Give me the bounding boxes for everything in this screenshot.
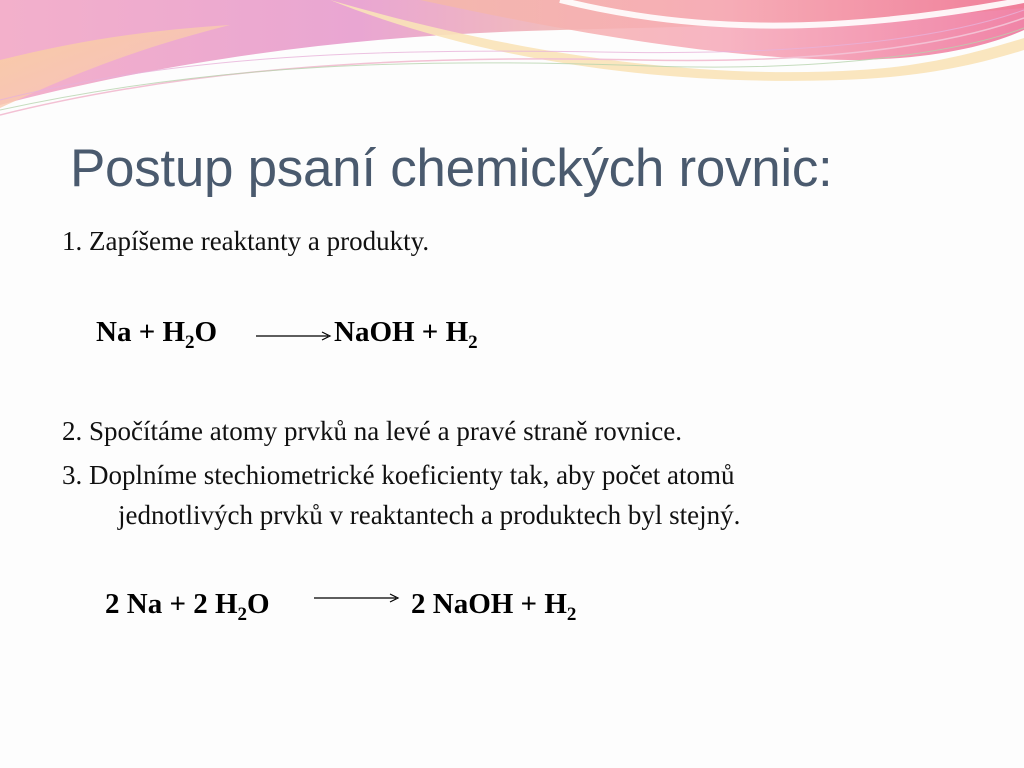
step-1: 1. Zapíšeme reaktanty a produkty. bbox=[62, 226, 430, 256]
reaction-arrow-icon bbox=[256, 330, 334, 342]
equation-2-left-text-end: O bbox=[247, 588, 270, 620]
equation-1-reactants bbox=[96, 316, 218, 353]
equation-2-right-subscript: 2 bbox=[566, 604, 577, 625]
equation-1-left-text-end: O bbox=[194, 316, 218, 348]
equation-2-left-subscript: 2 bbox=[237, 604, 248, 625]
equation-2-products bbox=[411, 588, 577, 625]
equation-1-left-subscript: 2 bbox=[185, 332, 195, 353]
equation-1-right-subscript: 2 bbox=[468, 332, 478, 353]
equation-2-reactants bbox=[105, 588, 270, 625]
step-3-line-1: 3. Doplníme stechiometrické koeficienty tak, aby počet atomů bbox=[62, 460, 735, 490]
equation-1-right-text: NaOH + H bbox=[334, 316, 469, 348]
equation-2-right-text: 2 NaOH + H bbox=[411, 588, 567, 620]
equation-2-left-text: 2 Na + 2 H bbox=[105, 588, 238, 620]
reaction-arrow-icon bbox=[314, 592, 402, 604]
equation-1-products bbox=[334, 316, 478, 353]
step-3-line-2: jednotlivých prvků v reaktantech a produktech byl stejný. bbox=[118, 500, 741, 530]
decorative-wave-banner bbox=[0, 0, 1024, 130]
equation-1-left-text: Na + H bbox=[96, 316, 186, 348]
step-2: 2. Spočítáme atomy prvků na levé a pravé straně rovnice. bbox=[62, 416, 683, 446]
slide-title: Postup psaní chemických rovnic: bbox=[70, 139, 833, 198]
